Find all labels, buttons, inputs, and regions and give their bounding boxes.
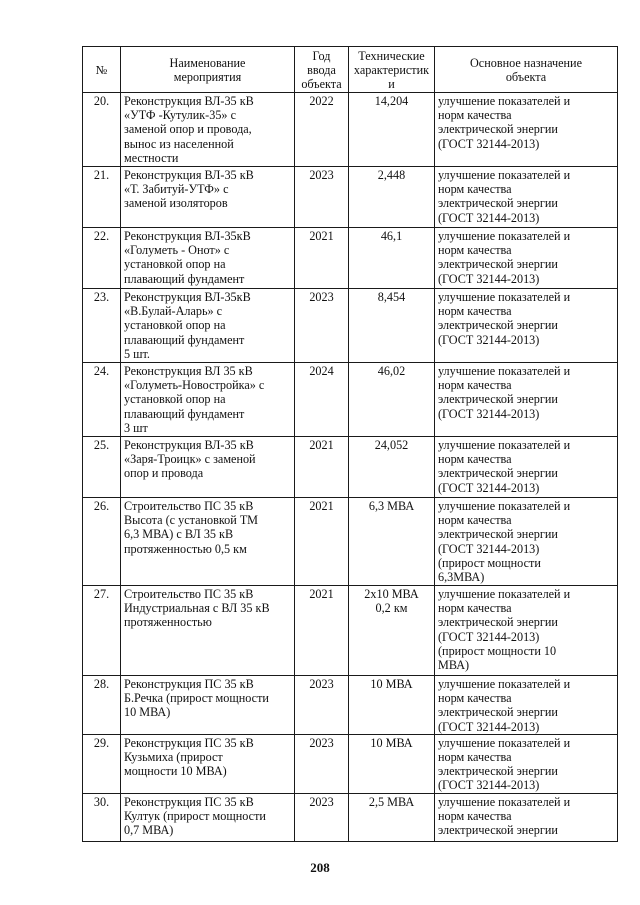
row-purpose: улучшение показателей и норм качества электрической энергии (ГОСТ 32144-2013)	[435, 93, 618, 167]
row-year: 2024	[295, 363, 349, 437]
row-tech: 8,454	[349, 289, 435, 363]
row-year: 2022	[295, 93, 349, 167]
row-purpose: улучшение показателей и норм качества электрической энергии (ГОСТ 32144-2013)	[435, 363, 618, 437]
row-number: 29.	[83, 734, 121, 793]
row-name: Строительство ПС 35 кВ Высота (с установкой ТМ 6,3 МВА) с ВЛ 35 кВ протяженностью 0,5 км	[121, 498, 295, 586]
row-number: 22.	[83, 228, 121, 289]
row-number: 28.	[83, 676, 121, 735]
row-name: Реконструкция ВЛ-35кВ «В.Булай-Аларь» с установкой опор на плавающий фундамент 5 шт.	[121, 289, 295, 363]
row-tech: 46,1	[349, 228, 435, 289]
row-tech: 14,204	[349, 93, 435, 167]
table-body	[83, 93, 618, 842]
row-number: 27.	[83, 586, 121, 676]
table-row	[83, 363, 618, 437]
row-tech: 2,5 МВА	[349, 793, 435, 841]
row-number: 21.	[83, 167, 121, 228]
row-tech: 2,448	[349, 167, 435, 228]
row-name: Реконструкция ПС 35 кВ Б.Речка (прирост мощности 10 МВА)	[121, 676, 295, 735]
header-number: №	[83, 47, 121, 93]
row-number: 20.	[83, 93, 121, 167]
row-year: 2021	[295, 437, 349, 498]
row-name: Реконструкция ВЛ-35кВ «Голуметь - Онот» с установкой опор на плавающий фундамент	[121, 228, 295, 289]
table-row	[83, 586, 618, 676]
row-tech: 10 МВА	[349, 676, 435, 735]
row-year: 2023	[295, 793, 349, 841]
row-tech: 24,052	[349, 437, 435, 498]
header-year: Год ввода объекта	[295, 47, 349, 93]
measures-table	[82, 46, 618, 842]
row-name: Реконструкция ВЛ 35 кВ «Голуметь-Новостройка» с установкой опор на плавающий фундамент 3 шт	[121, 363, 295, 437]
row-purpose: улучшение показателей и норм качества электрической энергии (ГОСТ 32144-2013) (прирост мощности 10 МВА)	[435, 586, 618, 676]
row-year: 2023	[295, 289, 349, 363]
row-number: 25.	[83, 437, 121, 498]
row-name: Реконструкция ВЛ-35 кВ «Заря-Троицк» с заменой опор и провода	[121, 437, 295, 498]
row-year: 2023	[295, 676, 349, 735]
header-name: Наименование мероприятия	[121, 47, 295, 93]
table-row	[83, 676, 618, 735]
table-row	[83, 289, 618, 363]
header-tech: Технические характеристик и	[349, 47, 435, 93]
row-number: 26.	[83, 498, 121, 586]
table-row	[83, 793, 618, 841]
table-row	[83, 437, 618, 498]
row-name: Реконструкция ВЛ-35 кВ «Т. Забитуй-УТФ» с заменой изоляторов	[121, 167, 295, 228]
row-name: Строительство ПС 35 кВ Индустриальная с ВЛ 35 кВ протяженностью	[121, 586, 295, 676]
row-year: 2023	[295, 167, 349, 228]
row-name: Реконструкция ВЛ-35 кВ «УТФ -Кутулик-35» с заменой опор и провода, вынос из населенной местности	[121, 93, 295, 167]
row-purpose: улучшение показателей и норм качества электрической энергии (ГОСТ 32144-2013) (прирост мощности 6,3МВА)	[435, 498, 618, 586]
row-purpose: улучшение показателей и норм качества электрической энергии (ГОСТ 32144-2013)	[435, 734, 618, 793]
table-row	[83, 167, 618, 228]
table-row	[83, 228, 618, 289]
row-year: 2021	[295, 498, 349, 586]
row-number: 24.	[83, 363, 121, 437]
header-purpose: Основное назначение объекта	[435, 47, 618, 93]
row-purpose: улучшение показателей и норм качества электрической энергии (ГОСТ 32144-2013)	[435, 228, 618, 289]
row-number: 23.	[83, 289, 121, 363]
row-year: 2021	[295, 228, 349, 289]
row-year: 2023	[295, 734, 349, 793]
row-name: Реконструкция ПС 35 кВ Кузьмиха (прирост мощности 10 МВА)	[121, 734, 295, 793]
row-purpose: улучшение показателей и норм качества электрической энергии (ГОСТ 32144-2013)	[435, 676, 618, 735]
row-purpose: улучшение показателей и норм качества электрической энергии	[435, 793, 618, 841]
row-tech: 10 МВА	[349, 734, 435, 793]
row-number: 30.	[83, 793, 121, 841]
table-row	[83, 93, 618, 167]
header-row	[83, 47, 618, 93]
row-tech: 46,02	[349, 363, 435, 437]
table-row	[83, 734, 618, 793]
row-name: Реконструкция ПС 35 кВ Култук (прирост мощности 0,7 МВА)	[121, 793, 295, 841]
row-year: 2021	[295, 586, 349, 676]
row-purpose: улучшение показателей и норм качества электрической энергии (ГОСТ 32144-2013)	[435, 167, 618, 228]
row-purpose: улучшение показателей и норм качества электрической энергии (ГОСТ 32144-2013)	[435, 437, 618, 498]
row-tech: 6,3 МВА	[349, 498, 435, 586]
row-purpose: улучшение показателей и норм качества электрической энергии (ГОСТ 32144-2013)	[435, 289, 618, 363]
table-header	[83, 47, 618, 93]
table-row	[83, 498, 618, 586]
page-number: 208	[310, 860, 330, 875]
row-tech: 2х10 МВА 0,2 км	[349, 586, 435, 676]
